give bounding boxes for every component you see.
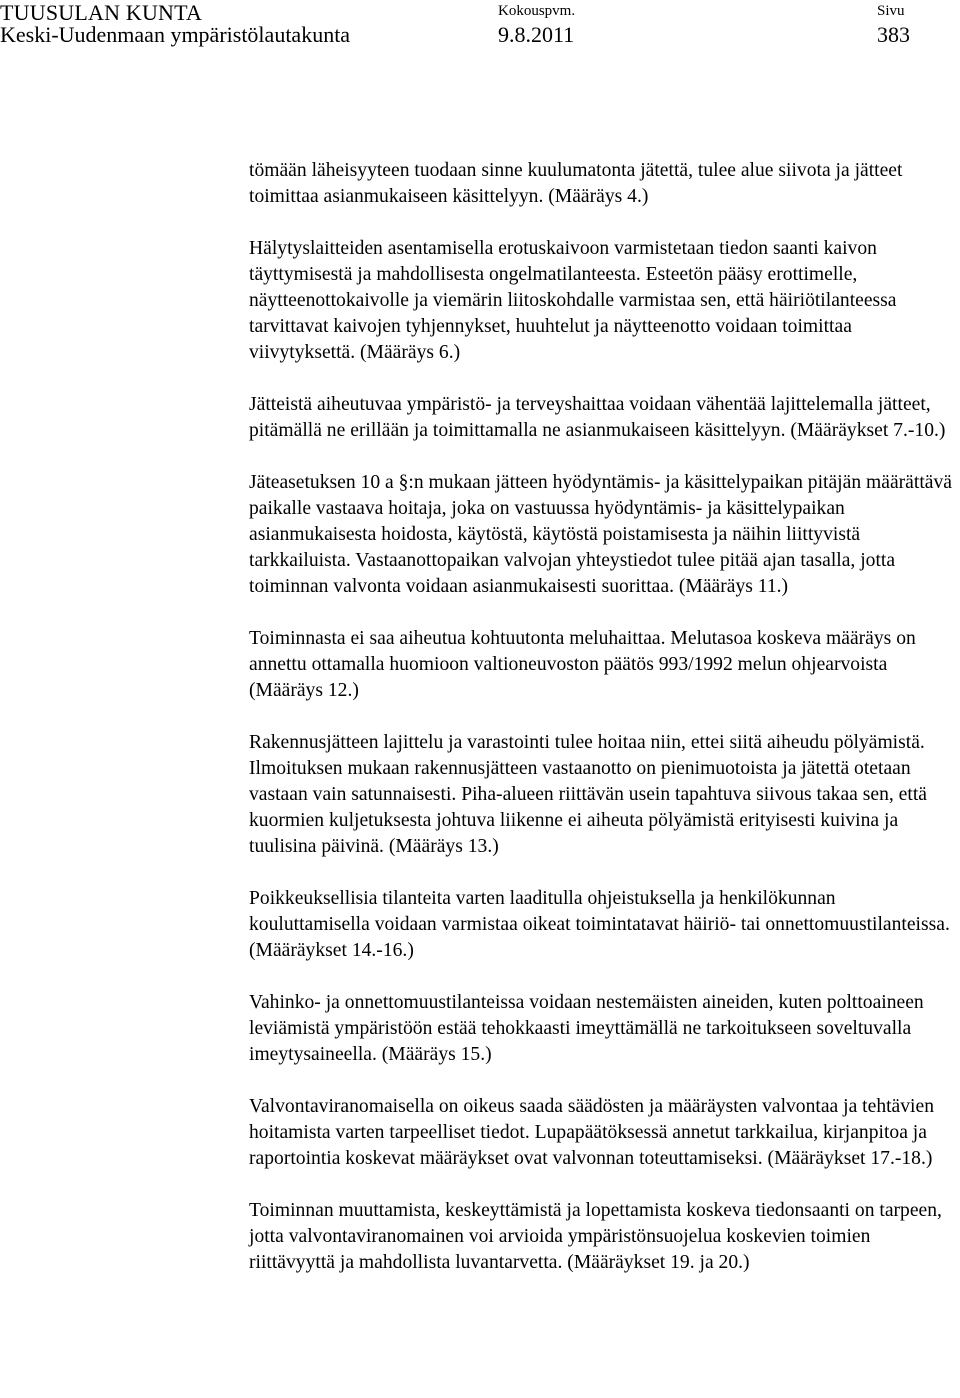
paragraph-2: Hälytyslaitteiden asentamisella erotuskaivoon varmistetaan tiedon saanti kaivon täyttymisestä ja mahdollisesta ongelmatilanteesta. Esteetön pääsy erottimelle, näytteenottokaivolle ja viemärin liitoskohdalle varmistaa sen, että häiriötilanteessa tarvittavat kaivojen tyhjennykset, huuhtelut ja näytteenotto voidaan toimittaa viivytyksettä. (Määräys 6.) bbox=[249, 238, 897, 363]
paragraph-3: Jätteistä aiheutuvaa ympäristö- ja terveyshaittaa voidaan vähentää lajittelemalla jätteet, pitämällä ne erillään ja toimittamalla ne asianmukaiseen käsittelyyn. (Määräykset 7.-10.) bbox=[249, 394, 946, 441]
paragraph-4: Jäteasetuksen 10 a §:n mukaan jätteen hyödyntämis- ja käsittelypaikan pitäjän määrättävä paikalle vastaava hoitaja, joka on vastuussa hyödyntämis- ja käsittelypaikan asianmukaisesta hoidosta, käytöstä, käytöstä poistamisesta ja näihin liittyvistä tarkkailuista. Vastaanottopaikan valvojan yhteystiedot tulee pitää ajan tasalla, jotta toiminnan valvonta voidaan asianmukaisesti suorittaa. (Määräys 11.) bbox=[249, 472, 952, 597]
paragraph-5: Toiminnasta ei saa aiheutua kohtuutonta meluhaittaa. Melutasoa koskeva määräys on annettu ottamalla huomioon valtioneuvoston päätös 993/1992 melun ohjearvoista (Määräys 12.) bbox=[249, 628, 916, 701]
page-number-label: Sivu bbox=[877, 3, 905, 19]
organization-name: TUUSULAN KUNTA bbox=[0, 0, 203, 25]
paragraph-1: tömään läheisyyteen tuodaan sinne kuulumatonta jätettä, tulee alue siivota ja jätteet toimittaa asianmukaiseen käsittelyyn. (Määräys 4.) bbox=[249, 160, 903, 207]
page-number: 383 bbox=[877, 22, 910, 47]
meeting-date-label: Kokouspvm. bbox=[498, 3, 576, 19]
document-body bbox=[249, 158, 959, 1302]
committee-name: Keski-Uudenmaan ympäristölautakunta bbox=[0, 22, 351, 47]
paragraph-7: Poikkeuksellisia tilanteita varten laaditulla ohjeistuksella ja henkilökunnan kouluttamisella voidaan varmistaa oikeat toimintatavat häiriö- tai onnettomuustilanteissa. (Määräykset 14.-16.) bbox=[249, 888, 950, 961]
paragraph-9: Valvontaviranomaisella on oikeus saada säädösten ja määräysten valvontaa ja tehtävien hoitamista varten tarpeelliset tiedot. Lupapäätöksessä annetut tarkkailua, kirjanpitoa ja raportointia koskevat määräykset ovat valvonnan toteuttamiseksi. (Määräykset 17.-18.) bbox=[249, 1096, 934, 1169]
paragraph-10: Toiminnan muuttamista, keskeyttämistä ja lopettamista koskeva tiedonsaanti on tarpeen, jotta valvontaviranomainen voi arvioida ympäristönsuojelua koskevien toimien riittävyyttä ja mahdollista luvantarvetta. (Määräykset 19. ja 20.) bbox=[249, 1200, 942, 1273]
page-header bbox=[0, 0, 960, 50]
paragraph-8: Vahinko- ja onnettomuustilanteissa voidaan nestemäisten aineiden, kuten polttoaineen leviämistä ympäristöön estää tehokkaasti imeyttämällä ne tarkoitukseen soveltuvalla imeytysaineella. (Määräys 15.) bbox=[249, 992, 924, 1065]
meeting-date: 9.8.2011 bbox=[498, 22, 575, 47]
paragraph-6: Rakennusjätteen lajittelu ja varastointi tulee hoitaa niin, ettei siitä aiheudu pölyämistä. Ilmoituksen mukaan rakennusjätteen vastaanotto on pienimuotoista ja jätettä otetaan vastaan vain satunnaisesti. Piha-alueen riittävän usein tapahtuva siivous takaa sen, että kuormien kuljetuksesta johtuva liikenne ei aiheuta pölyämistä erityisesti kuivina ja tuulisina päivinä. (Määräys 13.) bbox=[249, 732, 927, 857]
